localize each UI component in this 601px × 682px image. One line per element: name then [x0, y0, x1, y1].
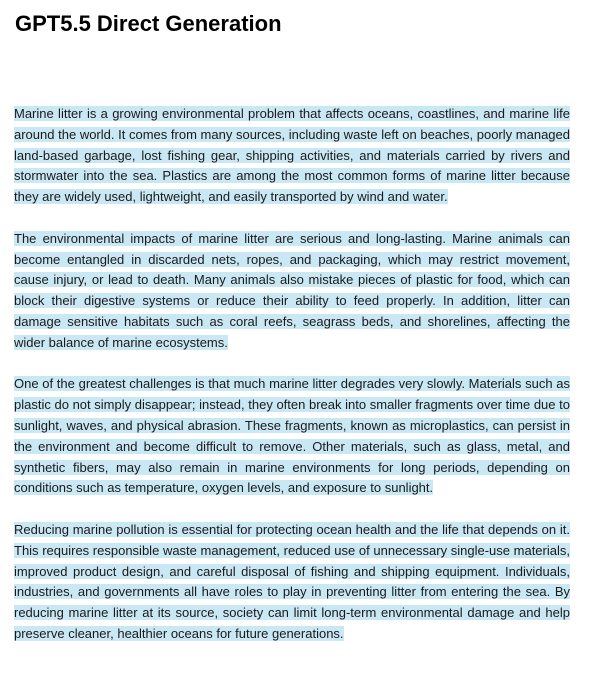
selected-text[interactable]: Reducing marine pollution is essential for protecting ocean health and the life that depends on it. This requires responsible waste management, reduced use of unnecessary single-use materials, improved product design, and careful disposal of fishing and shipping equipment. Individuals, industries, and governments all have roles to play in preventing litter from entering the sea. By reducing marine litter at its source, society can limit long-term environmental damage and help preserve cleaner, healthier oceans for future generations.	[14, 521, 570, 641]
selected-text[interactable]: One of the greatest challenges is that much marine litter degrades very slowly. Materials such as plastic do not simply disappear; instead, they often break into smaller fragments over time due to sunlight, waves, and physical abrasion. These fragments, known as microplastics, can persist in the environment and become difficult to remove. Other materials, such as glass, metal, and synthetic fibers, may also remain in marine environments for long periods, depending on conditions such as temperature, oxygen levels, and exposure to sunlight.	[14, 376, 570, 496]
paragraph-3	[14, 374, 570, 499]
document-body	[14, 104, 570, 666]
paragraph-2	[14, 229, 570, 354]
page-title: GPT5.5 Direct Generation	[15, 11, 282, 36]
selected-text[interactable]: The environmental impacts of marine litter are serious and long-lasting. Marine animals can become entangled in discarded nets, ropes, and packaging, which may restrict movement, cause injury, or lead to death. Many animals also mistake pieces of plastic for food, which can block their digestive systems or reduce their ability to feed properly. In addition, litter can damage sensitive habitats such as coral reefs, seagrass beds, and shorelines, affecting the wider balance of marine ecosystems.	[14, 230, 570, 350]
selected-text[interactable]: Marine litter is a growing environmental problem that affects oceans, coastlines, and marine life around the world. It comes from many sources, including waste left on beaches, poorly managed land-based garbage, lost fishing gear, shipping activities, and materials carried by rivers and stormwater into the sea. Plastics are among the most common forms of marine litter because they are widely used, lightweight, and easily transported by wind and water.	[14, 106, 570, 205]
paragraph-1	[14, 104, 570, 208]
paragraph-4	[14, 520, 570, 645]
